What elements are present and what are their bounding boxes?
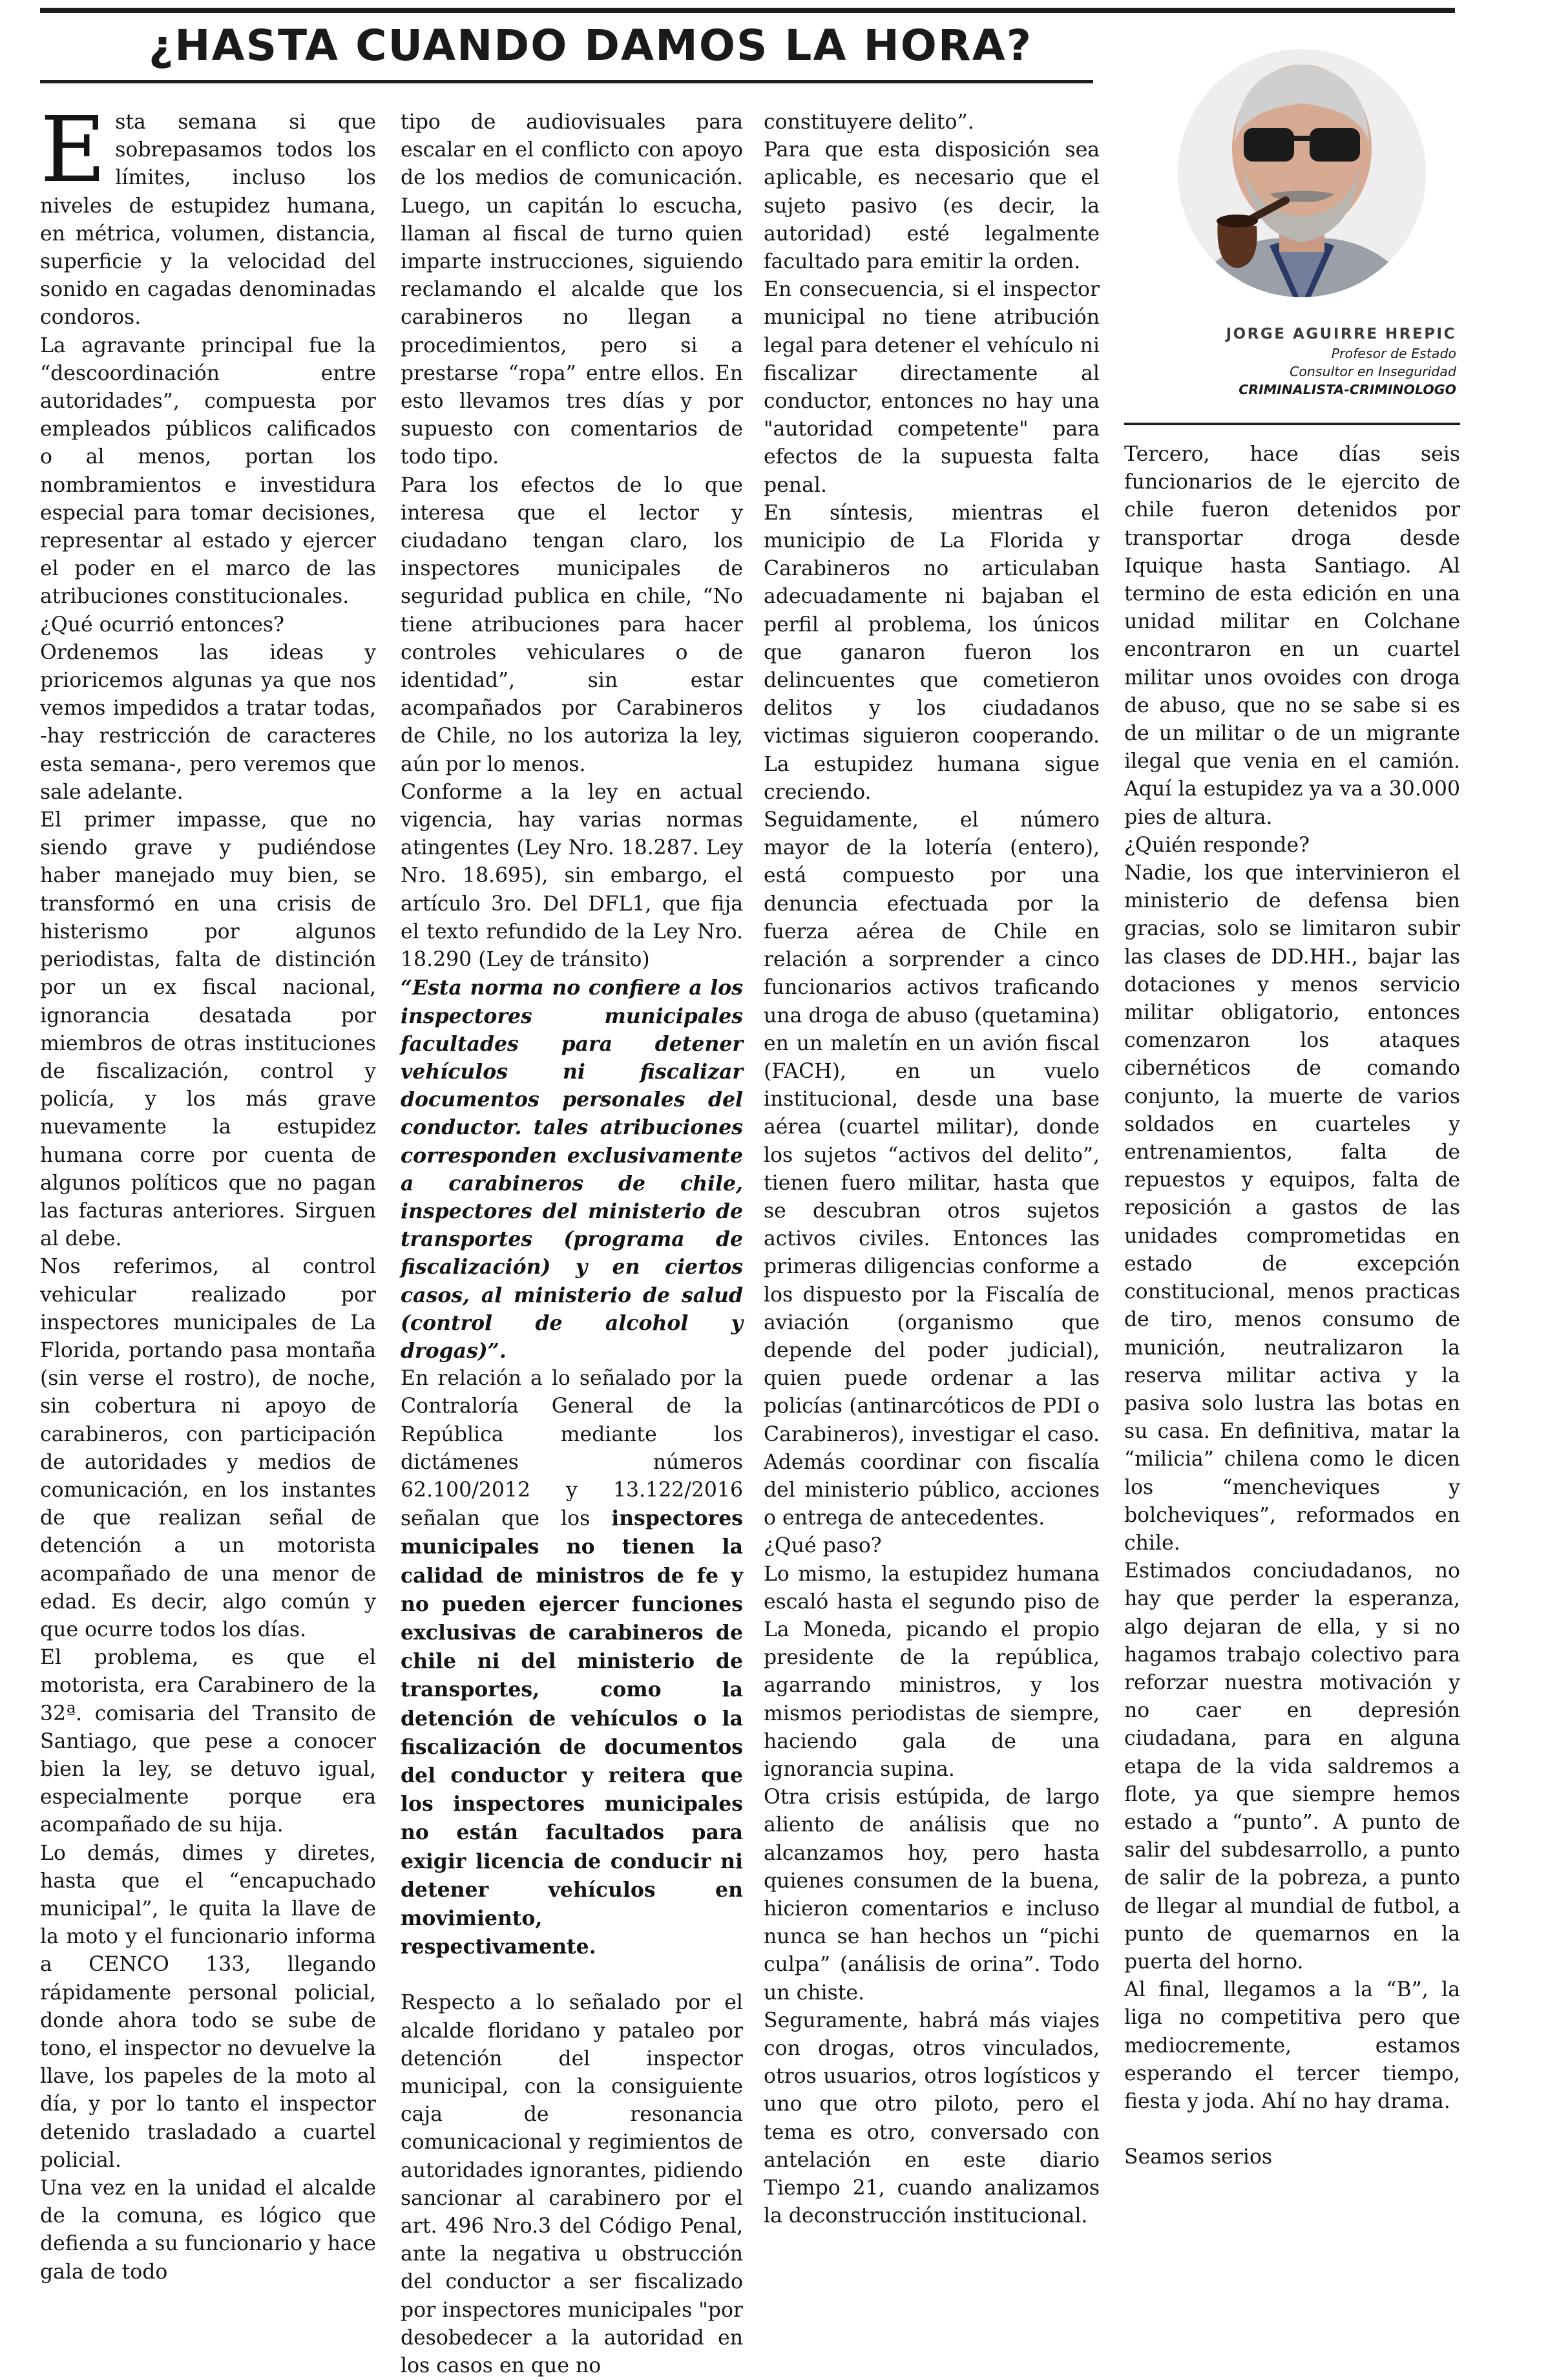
article-title: ¿HASTA CUANDO DAMOS LA HORA? xyxy=(149,21,1033,70)
paragraph-text: sta semana si que sobrepasamos todos los límites, incluso los niveles de estupidez humana, en métrica, volumen, distancia, superficie y la velocidad del sonido en cagadas denominadas condoros. xyxy=(40,111,376,330)
paragraph: El problema, es que el motorista, era Carabinero de la 32ª. comisaria del Transito de Santiago, que pese a conocer bien la ley, se detuvo igual, especialmente porque era acompañado de su hija. xyxy=(40,1646,376,1837)
paragraph-gap xyxy=(1124,2116,1460,2143)
paragraph: ¿Quién responde? xyxy=(1124,833,1310,857)
title-underline xyxy=(40,80,1093,83)
paragraph: La agravante principal fue la “descoordinación entre autoridades”, compuesta por empleados públicos calificados o al menos, portan los nombramientos e investidura especial para tomar decisiones, representar al estado y ejercer el poder en el marco de las atribuciones constitucionales. xyxy=(40,333,376,609)
paragraph: Seamos serios xyxy=(1124,2145,1273,2169)
paragraph: Estimados conciudadanos, no hay que perder la esperanza, algo dejaran de ella, y si no hagamos trabajo colectivo para reforzar nuestra motivación y no caer en depresión ciudadana, para en alguna etapa de la vida saldremos a flote, ya que siempre hemos estado a “punto”. A punto de salir del subdesarrollo, a punto de salir de la pobreza, a punto de llegar al mundial de futbol, a punto de quemarnos en la puerta del horno. xyxy=(1124,1559,1460,1974)
paragraph: En consecuencia, si el inspector municipal no tiene atribución legal para detener el vehículo ni fiscalizar directamente al conductor, entonces no hay una "autoridad competente" para efectos de la supuesta falta penal. xyxy=(764,278,1100,497)
author-byline xyxy=(1226,326,1456,399)
paragraph: Nadie, los que intervinieron el ministerio de defensa bien gracias, solo se limitaron subir las clases de DD.HH., bajar las dotaciones y menos servicio militar obligatorio, entonces comenzaron los ataques cibernéticos de comando conjunto, la muerte de varios soldados en cuarteles y entrenamientos, falta de repuestos y equipos, falta de reposición a gastos de las unidades comprometidas en estado de excepción constitucional, menos practicas de tiro, menos consumo de munición, neutralizaron la reserva militar activa y la pasiva solo lustra las botas en su casa. En definitiva, matar la “milicia” chilena como le dicen los “mencheviques y bolcheviques”, reformados en chile. xyxy=(1124,861,1460,1555)
paragraph: Otra crisis estúpida, de largo aliento de análisis que no alcanzamos hoy, pero hasta quienes consumen de la buena, hicieron comentarios e incluso nunca se han hechos un “pichi culpa” (análisis de orina”. Todo un chiste. xyxy=(764,1785,1100,2005)
paragraph: ¿Qué paso? xyxy=(764,1534,882,1558)
paragraph-gap xyxy=(401,1961,743,1989)
paragraph: Seguidamente, el número mayor de la lotería (entero), está compuesto por una denuncia efectuada por la fuerza aérea de Chile en relación a sorprender a cinco funcionarios activos traficando una droga de abuso (quetamina) en un maletín en un avión fiscal (FACH), en un vuelo institucional, desde una base aérea (cuartel militar), donde los sujetos “activos del delito”, tienen fuero militar, hasta que se descubran otros sujetos activos civiles. Entonces las primeras diligencias conforme a los dispuesto por la Fiscalía de aviación (organismo que depende del poder judicial), quien puede ordenar a las policías (antinarcóticos de PDI o Carabineros), investigar el caso. Además coordinar con fiscalía del ministerio público, acciones o entrega de antecedentes. xyxy=(764,808,1100,1530)
paragraph: El primer impasse, que no siendo grave y pudiéndose haber manejado muy bien, se transformó en una crisis de histerismo por algunos periodistas, falta de distinción por un ex fiscal nacional, ignorancia desatada por miembros de otras instituciones de fiscalización, control y policía, y los más grave nuevamente la estupidez humana corre por cuenta de algunos políticos que no pagan las facturas anteriores. Sirguen al debe. xyxy=(40,808,376,1251)
quoted-law-text: “Esta norma no confiere a los inspectores municipales facultades para detener vehículos ni fiscalizar documentos personales del conductor. tales atribuciones corresponden exclusivamente a carabineros de chile, inspectores del ministerio de transportes (programa de fiscalización) y en ciertos casos, al ministerio de salud (control de alcohol y drogas)”. xyxy=(401,976,743,1363)
author-role-2: Consultor en Inseguridad xyxy=(1290,364,1456,379)
top-rule xyxy=(40,8,1455,13)
column-3 xyxy=(764,109,1100,2230)
paragraph: Lo demás, dimes y diretes, hasta que el “encapuchado municipal”, le quita la llave de la moto y el funcionario informa a CENCO 133, llegando rápidamente personal policial, donde ahora todo se sube de tono, el inspector no devuelve la llave, los papeles de la moto al día, y por lo tanto el inspector detenido trasladado a cuartel policial. xyxy=(40,1841,376,2172)
author-photo xyxy=(1173,19,1431,317)
paragraph: Para que esta disposición sea aplicable, es necesario que el sujeto pasivo (es decir, la autoridad) esté legalmente facultado para emitir la orden. xyxy=(764,138,1100,274)
paragraph xyxy=(40,98,376,332)
paragraph: Para los efectos de lo que interesa que el lector y ciudadano tengan claro, los inspectores municipales de seguridad publica en chile, “No tiene atribuciones para hacer controles vehiculares o de identidad”, sin estar acompañados por Carabineros de Chile, no los autoriza la ley, aún por lo menos. xyxy=(401,473,743,776)
author-role-3: CRIMINALISTA-CRIMINOLOGO xyxy=(1239,382,1456,397)
paragraph: Al final, llegamos a la “B”, la liga no competitiva pero que mediocremente, estamos esperando el tercer tiempo, fiesta y joda. Ahí no hay drama. xyxy=(1124,1978,1460,2113)
column-2 xyxy=(401,109,743,2380)
paragraph: Una vez en la unidad el alcalde de la comuna, es lógico que defienda a su funcionario y hace gala de todo xyxy=(40,2176,376,2284)
column-4 xyxy=(1124,441,1460,2171)
paragraph: constituyere delito”. xyxy=(764,111,974,134)
column-1 xyxy=(40,98,376,2286)
paragraph: Ordenemos las ideas y prioricemos algunas ya que nos vemos impedidos a tratar todas, -hay restricción de caracteres esta semana-, pero veremos que sale adelante. xyxy=(40,640,376,804)
byline-rule xyxy=(1124,423,1460,425)
paragraph: ¿Qué ocurrió entonces? xyxy=(40,613,284,637)
paragraph: tipo de audiovisuales para escalar en el conflicto con apoyo de los medios de comunicación. Luego, un capitán lo escucha, llaman al fiscal de turno quien imparte instrucciones, siguiendo reclamando el alcalde que los carabineros no llegan a procedimientos, pero si a prestarse “ropa” entre ellos. En esto llevamos tres días y por supuesto con comentarios de todo tipo. xyxy=(401,111,743,469)
paragraph-text: En relación a lo señalado por la Contraloría General de la República mediante los dictámenes números 62.100/2012 y 13.122/2016 señalan que los xyxy=(401,1367,743,1531)
bold-emphasis: inspectores municipales no tienen la calidad de ministros de fe y no pueden ejercer funciones exclusivas de carabineros de chile ni del ministerio de transportes, como la detención de vehículos o la fiscalización de documentos del conductor y reitera que los inspectores municipales no están facultados para exigir licencia de conducir ni detener vehículos en movimiento, respectivamente. xyxy=(401,1506,743,1959)
author-role-1: Profesor de Estado xyxy=(1331,346,1456,361)
paragraph: En síntesis, mientras el municipio de La Florida y Carabineros no articulaban adecuadamente ni bajaban el perfil al problema, los únicos que ganaron fueron los delincuentes que cometieron delitos y los ciudadanos victimas siguieron cooperando. La estupidez humana sigue creciendo. xyxy=(764,501,1100,804)
drop-cap: E xyxy=(40,98,107,203)
paragraph: Seguramente, habrá más viajes con drogas, otros vinculados, otros usuarios, otros logísticos y uno que otro piloto, pero el tema es otro, conversado con antelación en este diario Tiempo 21, cuando analizamos la deconstrucción institucional. xyxy=(764,2008,1100,2228)
paragraph: Conforme a la ley en actual vigencia, hay varias normas atingentes (Ley Nro. 18.287. Ley Nro. 18.695), sin embargo, el artículo 3ro. Del DFL1, que fija el texto refundido de la Ley Nro. 18.290 (Ley de tránsito) xyxy=(401,780,743,972)
paragraph: Nos referimos, al control vehicular realizado por inspectores municipales de La Florida, portando pasa montaña (sin verse el rostro), de noche, sin cobertura ni apoyo de carabineros, con participación de autoridades y medios de comunicación, en los instantes de que realizan señal de detención a un motorista acompañado de una menor de edad. Es decir, algo común y que ocurre todos los días. xyxy=(40,1255,376,1641)
paragraph: Tercero, hace días seis funcionarios de le ejercito de chile fueron detenidos por transportar droga desde Iquique hasta Santiago. Al termino de esta edición en una unidad militar en Colchane encontraron en un cuartel militar unos ovoides con droga de abuso, que no se sabe si es de un militar o de un migrante ilegal que venia en el camión. Aquí la estupidez ya va a 30.000 pies de altura. xyxy=(1124,443,1460,829)
paragraph xyxy=(401,1365,743,1961)
paragraph: Lo mismo, la estupidez humana escaló hasta el segundo piso de La Moneda, picando el propio presidente de la república, agarrando ministros, y los mismos periodistas de siempre, haciendo gala de una ignorancia supina. xyxy=(764,1562,1100,1781)
paragraph: Respecto a lo señalado por el alcalde floridano y pataleo por detención del inspector municipal, con la consiguiente caja de resonancia comunicacional y regimientos de autoridades ignorantes, pidiendo sancionar al carabinero por el art. 496 Nro.3 del Código Penal, ante la negativa u obstrucción del conductor a ser fiscalizado por inspectores municipales "por desobedecer a la autoridad en los casos en que no xyxy=(401,1991,743,2378)
author-name: JORGE AGUIRRE HREPIC xyxy=(1226,326,1456,342)
